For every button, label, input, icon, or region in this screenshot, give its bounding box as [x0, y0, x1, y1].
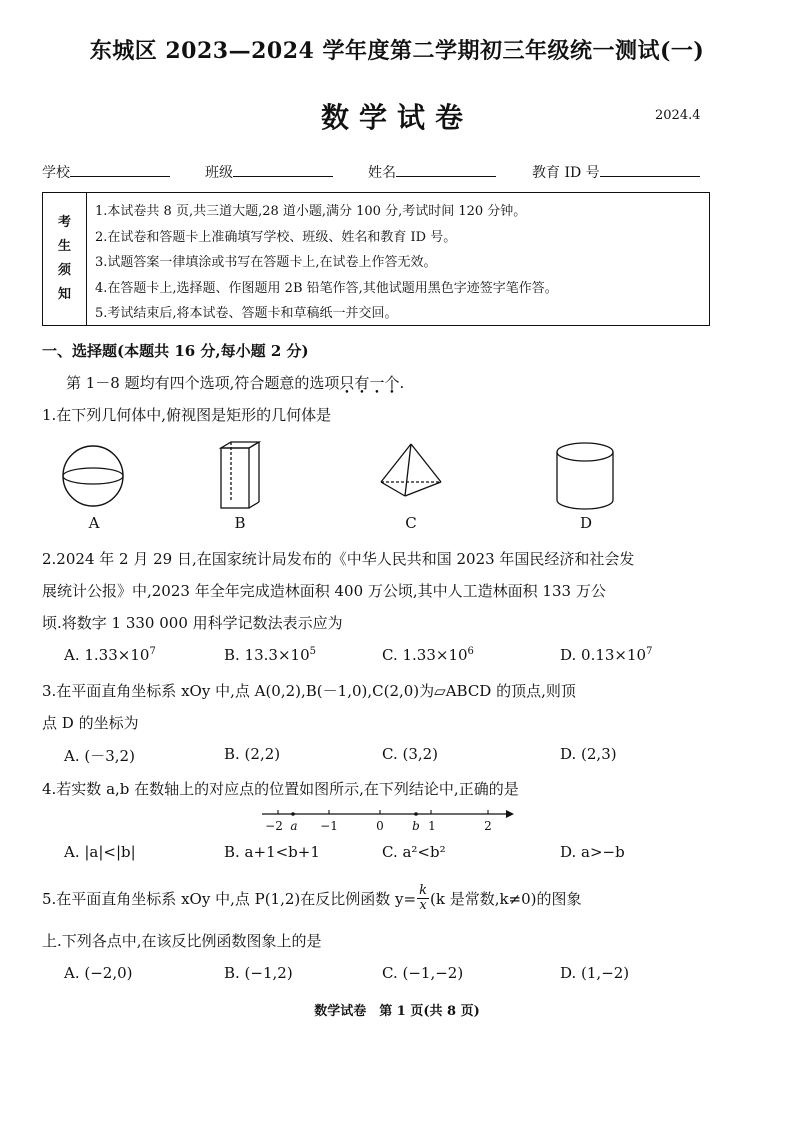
notice-item: 5.考试结束后,将本试卷、答题卡和草稿纸一并交回。: [95, 306, 398, 321]
emph-char: 有: [354, 374, 370, 392]
q1-label-c: C: [405, 514, 417, 532]
intro-suffix: .: [399, 374, 405, 392]
tick-label: a: [290, 819, 298, 833]
tick-label: b: [412, 819, 420, 833]
q5-text-a: 5.在平面直角坐标系 xOy 中,点 P(1,2)在反比例函数 y=: [42, 890, 417, 908]
q4-number-line: [258, 806, 518, 836]
q4-stem: 4.若实数 a,b 在数轴上的对应点的位置如图所示,在下列结论中,正确的是: [42, 780, 519, 798]
tick-label: 2: [484, 819, 492, 833]
point-b: [414, 812, 418, 816]
option-text: C. 1.33×10: [382, 646, 468, 664]
q1-stem: 1.在下列几何体中,俯视图是矩形的几何体是: [42, 406, 332, 424]
point-a: [291, 812, 295, 816]
q3-option-d: D. (2,3): [560, 745, 617, 763]
intro-emphasis: [339, 374, 399, 392]
tick-label: 0: [376, 819, 384, 833]
class-label: 班级: [205, 165, 233, 181]
notice-item: 2.在试卷和答题卡上准确填写学校、班级、姓名和教育 ID 号。: [95, 229, 457, 245]
q5-fraction: [417, 884, 429, 913]
notice-char: 知: [57, 287, 71, 302]
notice-item: 4.在答题卡上,选择题、作图题用 2B 铅笔作答,其他试题用黑色字迹签字笔作答。: [95, 280, 558, 296]
q5-line2: 上.下列各点中,在该反比例函数图象上的是: [42, 932, 322, 950]
q2-line1: 2.2024 年 2 月 29 日,在国家统计局发布的《中华人民共和国 2023 年国民经济和社会发: [42, 550, 635, 568]
q2-option-c: [382, 646, 474, 664]
edu-id-blank: [600, 162, 700, 177]
fraction-numerator: k: [419, 883, 427, 898]
emph-char: 只: [339, 374, 355, 392]
exam-date: 2024.4: [655, 108, 701, 123]
q3-option-c: C. (3,2): [382, 745, 439, 763]
notice-item: 1.本试卷共 8 页,共三道大题,28 道小题,满分 100 分,考试时间 120 分钟。: [95, 204, 527, 219]
q1-solids-figure: [55, 438, 745, 518]
notice-char: 须: [57, 263, 71, 278]
q5-option-a: A. (−2,0): [64, 964, 133, 982]
q2-line3: 顷.将数字 1 330 000 用科学记数法表示应为: [42, 614, 343, 632]
q5-text-b: (k 是常数,k≠0)的图象: [429, 890, 582, 908]
q1-label-d: D: [579, 514, 593, 532]
q3-line2: 点 D 的坐标为: [42, 714, 139, 732]
q3-option-a: A. (－3,2): [64, 747, 135, 765]
pyramid-icon: [381, 444, 441, 496]
section-intro: [66, 372, 404, 393]
exam-title: 东城区 2023—2024 学年度第二学期初三年级统一测试(一): [89, 38, 705, 64]
subject-title: 数学试卷: [320, 101, 473, 134]
option-exponent: 7: [646, 646, 653, 657]
q2-line2: 展统计公报》中,2023 年全年完成造林面积 400 万公顷,其中人工造林面积 133 万公: [42, 582, 606, 600]
cylinder-icon: [557, 443, 613, 509]
q2-option-d: [560, 646, 652, 664]
sphere-icon: [63, 446, 123, 506]
q2-option-a: [64, 646, 156, 664]
school-label: 学校: [42, 165, 70, 181]
notice-char: 考: [57, 215, 71, 230]
edu-id-field: [532, 162, 700, 182]
option-exponent: 7: [149, 646, 156, 657]
q5-option-c: C. (−1,−2): [382, 964, 464, 982]
section-heading: 一、选择题(本题共 16 分,每小题 2 分): [42, 342, 309, 360]
name-blank: [396, 162, 496, 177]
q5-line1: [42, 884, 582, 913]
emph-char: 一: [369, 374, 385, 392]
option-text: A. 1.33×10: [64, 646, 150, 664]
q2-option-b: [224, 646, 316, 664]
option-exponent: 6: [467, 646, 474, 657]
notice-char: 生: [57, 239, 71, 254]
school-blank: [70, 162, 170, 177]
name-label: 姓名: [368, 165, 396, 181]
q4-option-d: D. a>−b: [560, 843, 625, 861]
notice-item: 3.试题答案一律填涂或书写在答题卡上,在试卷上作答无效。: [95, 255, 437, 270]
q3-option-b: B. (2,2): [224, 745, 281, 763]
edu-id-label: 教育 ID 号: [532, 165, 600, 181]
prism-icon: [221, 442, 259, 508]
tick-label: 1: [428, 819, 436, 833]
name-field: [368, 162, 496, 182]
intro-prefix: 第 1－8 题均有四个选项,符合题意的选项: [66, 374, 340, 392]
school-field: [42, 162, 170, 182]
q1-label-b: B: [234, 514, 246, 532]
notice-side-label: [43, 193, 87, 325]
q3-line1: 3.在平面直角坐标系 xOy 中,点 A(0,2),B(－1,0),C(2,0)为▱ABCD 的顶点,则顶: [42, 682, 576, 700]
class-blank: [233, 162, 333, 177]
tick-label: −2: [265, 819, 283, 833]
option-text: D. 0.13×10: [560, 646, 647, 664]
q5-option-b: B. (−1,2): [224, 964, 293, 982]
tick-label: −1: [320, 819, 338, 833]
notice-list: [95, 199, 701, 327]
q1-label-a: A: [88, 514, 100, 532]
page-footer: 数学试卷 第 1 页(共 8 页): [314, 1004, 480, 1019]
option-text: B. 13.3×10: [224, 646, 310, 664]
q4-option-a: A. |a|<|b|: [64, 843, 136, 861]
emph-char: 个: [384, 374, 400, 392]
option-exponent: 5: [309, 646, 316, 657]
class-field: [205, 162, 333, 182]
q4-option-b: B. a+1<b+1: [224, 843, 320, 861]
candidate-notice-box: [42, 192, 710, 326]
q5-option-d: D. (1,−2): [560, 964, 630, 982]
fraction-denominator: x: [419, 898, 427, 913]
q4-option-c: C. a²<b²: [382, 843, 446, 861]
